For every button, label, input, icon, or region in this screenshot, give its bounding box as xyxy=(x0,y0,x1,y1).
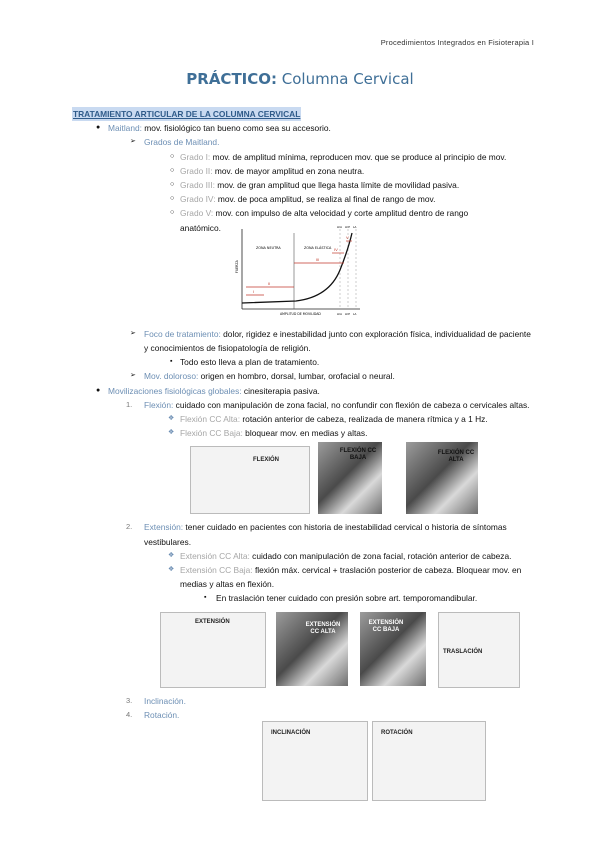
doloroso-label: Mov. doloroso: xyxy=(144,371,199,382)
flexion-sketch xyxy=(190,446,310,514)
extension-alta-photo-label: EXTENSIÓN CC ALTA xyxy=(305,621,341,635)
section-title: TRATAMIENTO ARTICULAR DE LA COLUMNA CERVICAL xyxy=(72,107,301,121)
grado-label: Grado II: xyxy=(180,165,213,176)
grado-label: Grado IV: xyxy=(180,194,216,205)
flexion-alta-photo-label: FLEXIÓN CC ALTA xyxy=(437,450,475,464)
flexion-alta-label: Flexión CC Alta: xyxy=(180,414,241,425)
list-number: 4. xyxy=(126,709,133,719)
foco-item xyxy=(72,327,532,355)
extension-sub-text: En traslación tener cuidado con presión sobre art. temporomandibular. xyxy=(216,593,478,604)
maitland-item xyxy=(72,121,532,135)
foco-label: Foco de tratamiento: xyxy=(144,328,221,339)
flexion-baja-photo xyxy=(318,442,382,514)
arrow-icon: ➢ xyxy=(130,372,136,380)
inclinacion-sketch xyxy=(262,721,368,801)
grado-3 xyxy=(72,178,532,192)
flexion-sketch-label: FLEXIÓN xyxy=(253,457,280,464)
circle-icon: ○ xyxy=(170,181,175,189)
diamond-icon: ❖ xyxy=(168,551,175,559)
flexion-label: Flexión: xyxy=(144,399,174,410)
circle-icon: ○ xyxy=(170,195,175,203)
flexion-baja-text: bloquear mov. en medias y altas. xyxy=(242,428,368,439)
list-number: 1. xyxy=(126,399,133,409)
extension-text: tener cuidado en pacientes con historia de inestabilidad cervical o historia de síntomas vestibulares. xyxy=(144,522,507,547)
flexion-baja-photo-label: FLEXIÓN CC BAJA xyxy=(339,448,377,462)
extension-baja-photo-label: EXTENSIÓN CC BAJA xyxy=(368,619,404,633)
grade-2-label: II xyxy=(268,280,271,286)
grado-text: mov. de poca amplitud, se realiza al final de rango de mov. xyxy=(215,194,436,205)
diamond-icon: ❖ xyxy=(168,415,175,423)
page-title xyxy=(0,70,600,88)
extension-images xyxy=(72,606,532,692)
extension-baja-item xyxy=(72,563,532,591)
extension-baja-label: Extensión CC Baja: xyxy=(180,565,253,576)
grado-text: mov. de gran amplitud que llega hasta límite de movilidad pasiva. xyxy=(214,180,460,191)
page-header: Procedimientos Integrados en Fisioterapia I xyxy=(380,38,534,47)
flexion-images xyxy=(72,440,532,520)
zona-neutra-label: ZONA NEUTRA xyxy=(256,245,281,250)
foco-text: dolor, rigidez e inestabilidad junto con exploración física, individualidad de paciente y conocimientos de fisiopatología de religión. xyxy=(144,328,531,354)
extension-sub-item xyxy=(72,591,532,605)
flexion-alta-text: rotación anterior de cabeza, realizada de manera rítmica y a 1 Hz. xyxy=(240,414,488,425)
maitland-diagram xyxy=(72,224,532,327)
globales-label: Movilizaciones fisiológicas globales: xyxy=(108,385,242,396)
bottom-tick-lfp: LFP xyxy=(345,311,351,316)
bottom-tick-la: LA xyxy=(353,311,357,316)
extension-alta-item xyxy=(72,549,532,563)
bottom-images xyxy=(262,721,492,799)
x-axis-label: AMPLITUD DE MOVILIDAD xyxy=(280,311,321,316)
arrow-icon: ➢ xyxy=(130,329,136,337)
title-bold: PRÁCTICO: xyxy=(186,70,278,88)
square-icon: ▪ xyxy=(170,358,173,366)
grade-4-label: IV xyxy=(334,246,338,252)
top-tick-lfp: LFP xyxy=(345,224,351,229)
flexion-text: cuidado con manipulación de zona facial, no confundir con flexión de cabeza o cervicales altas. xyxy=(173,399,530,410)
rotacion-item xyxy=(72,708,532,722)
list-number: 3. xyxy=(126,695,133,705)
grado-text: mov. de amplitud mínima, reproducen mov. que se produce al principio de mov. xyxy=(210,151,507,162)
grado-label: Grado I: xyxy=(180,151,211,162)
top-tick-lfa: LFA xyxy=(337,224,342,229)
extension-sketch-label: EXTENSIÓN xyxy=(195,618,230,625)
grado-2 xyxy=(72,164,532,178)
bottom-tick-lfa: LFA xyxy=(337,311,342,316)
grade-5-label: V xyxy=(346,234,349,240)
zona-elastica-label: ZONA ELÁSTICA xyxy=(304,245,332,250)
globales-item xyxy=(72,384,532,398)
extension-baja-photo xyxy=(360,612,426,686)
extension-baja-text: flexión máx. cervical + traslación posterior de cabeza. Bloquear mov. en medias y altas en flexión. xyxy=(180,565,522,590)
grado-4 xyxy=(72,192,532,206)
grados-title: Grados de Maitland. xyxy=(144,137,220,148)
diamond-icon: ❖ xyxy=(168,566,175,574)
y-axis-label: FUERZA xyxy=(235,260,239,273)
extension-item xyxy=(72,520,532,548)
flexion-baja-item xyxy=(72,426,532,440)
traslacion-sketch-label: TRASLACIÓN xyxy=(443,648,483,655)
title-rest: Columna Cervical xyxy=(277,70,414,88)
doloroso-text: origen en hombro, dorsal, lumbar, orofacial o neural. xyxy=(198,371,395,382)
flexion-item xyxy=(72,398,532,412)
maitland-text: mov. fisiológico tan bueno como sea su accesorio. xyxy=(141,123,331,134)
foco-sub-text: Todo esto lleva a plan de tratamiento. xyxy=(180,357,320,368)
flexion-alta-item xyxy=(72,412,532,426)
circle-icon: ○ xyxy=(170,166,175,174)
top-tick-la: LA xyxy=(353,224,357,229)
rotacion-label: Rotación. xyxy=(144,709,180,720)
inclinacion-sketch-label: INCLINACIÓN xyxy=(271,730,311,736)
extension-alta-label: Extensión CC Alta: xyxy=(180,550,250,561)
inclinacion-label: Inclinación. xyxy=(144,695,186,706)
inclinacion-item xyxy=(72,694,532,708)
document-body xyxy=(72,107,532,736)
grados-heading xyxy=(72,135,532,149)
grado-text: mov. con impulso de alta velocidad y corte amplitud dentro de rango anatómico. xyxy=(180,208,469,233)
grado-text: mov. de mayor amplitud en zona neutra. xyxy=(212,165,365,176)
flexion-alta-photo xyxy=(406,442,478,514)
flexion-baja-label: Flexión CC Baja: xyxy=(180,428,243,439)
section-heading xyxy=(72,107,532,121)
force-curve xyxy=(242,233,352,303)
doloroso-item xyxy=(72,369,532,383)
grade-3-label: III xyxy=(316,256,320,262)
list-number: 2. xyxy=(126,522,133,532)
square-icon: ▪ xyxy=(204,594,207,602)
grado-label: Grado V: xyxy=(180,208,214,219)
extension-label: Extensión: xyxy=(144,522,184,533)
traslacion-sketch xyxy=(438,612,520,688)
rotacion-sketch-label: ROTACIÓN xyxy=(381,730,413,736)
force-displacement-graph xyxy=(234,225,364,317)
grado-label: Grado III: xyxy=(180,180,215,191)
extension-sketch xyxy=(160,612,266,688)
circle-icon: ○ xyxy=(170,152,175,160)
rotacion-sketch xyxy=(372,721,486,801)
bullet-icon: ● xyxy=(96,386,101,394)
extension-alta-photo xyxy=(276,612,348,686)
grado-1 xyxy=(72,150,532,164)
diamond-icon: ❖ xyxy=(168,429,175,437)
grade-1-label: I xyxy=(253,288,255,294)
foco-sub-item xyxy=(72,355,532,369)
arrow-icon: ➢ xyxy=(130,138,136,146)
extension-alta-text: cuidado con manipulación de zona facial, rotación anterior de cabeza. xyxy=(249,550,512,561)
bullet-icon: ● xyxy=(96,124,101,132)
maitland-label: Maitland: xyxy=(108,123,142,134)
circle-icon: ○ xyxy=(170,209,175,217)
globales-text: cinesiterapia pasiva. xyxy=(241,385,320,396)
